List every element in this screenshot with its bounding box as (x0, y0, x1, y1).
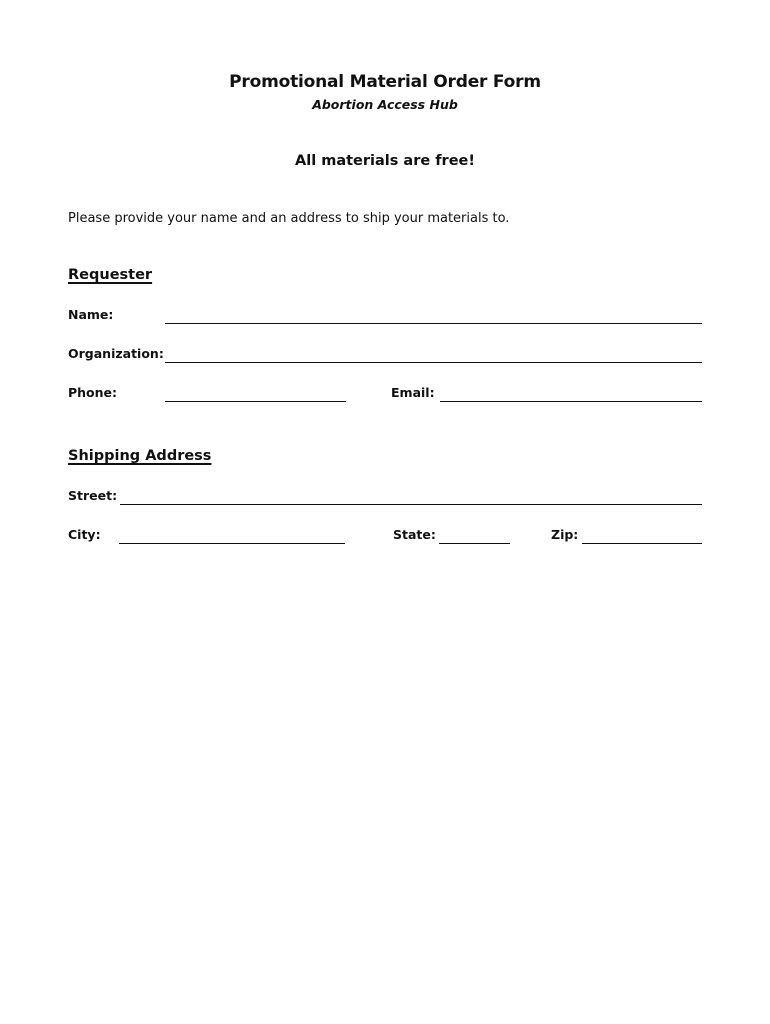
email-field-line (440, 401, 702, 402)
phone-field[interactable] (165, 382, 346, 400)
street-field-line (120, 504, 702, 505)
email-field[interactable] (440, 382, 702, 400)
zip-label: Zip: (551, 527, 579, 542)
city-field-line (119, 543, 345, 544)
city-label: City: (68, 527, 101, 542)
organization-subtitle: Abortion Access Hub (312, 97, 458, 112)
form-title: Promotional Material Order Form (229, 72, 541, 92)
instructions-text: Please provide your name and an address to ship your materials to. (68, 211, 510, 226)
state-field-line (439, 543, 510, 544)
state-label: State: (393, 527, 436, 542)
shipping-address-heading: Shipping Address (68, 448, 212, 464)
zip-field[interactable] (582, 524, 702, 542)
organization-field[interactable] (165, 343, 702, 361)
city-field[interactable] (119, 524, 345, 542)
name-field-line (165, 323, 702, 324)
phone-label: Phone: (68, 385, 118, 400)
zip-field-line (582, 543, 702, 544)
requester-heading: Requester (68, 267, 153, 283)
free-materials-notice: All materials are free! (295, 153, 475, 169)
email-label: Email: (391, 385, 435, 400)
organization-label: Organization: (68, 346, 164, 361)
name-field[interactable] (165, 304, 702, 322)
phone-field-line (165, 401, 346, 402)
street-label: Street: (68, 488, 118, 503)
street-field[interactable] (120, 485, 702, 503)
name-label: Name: (68, 307, 114, 322)
state-field[interactable] (439, 524, 510, 542)
organization-field-line (165, 362, 702, 363)
